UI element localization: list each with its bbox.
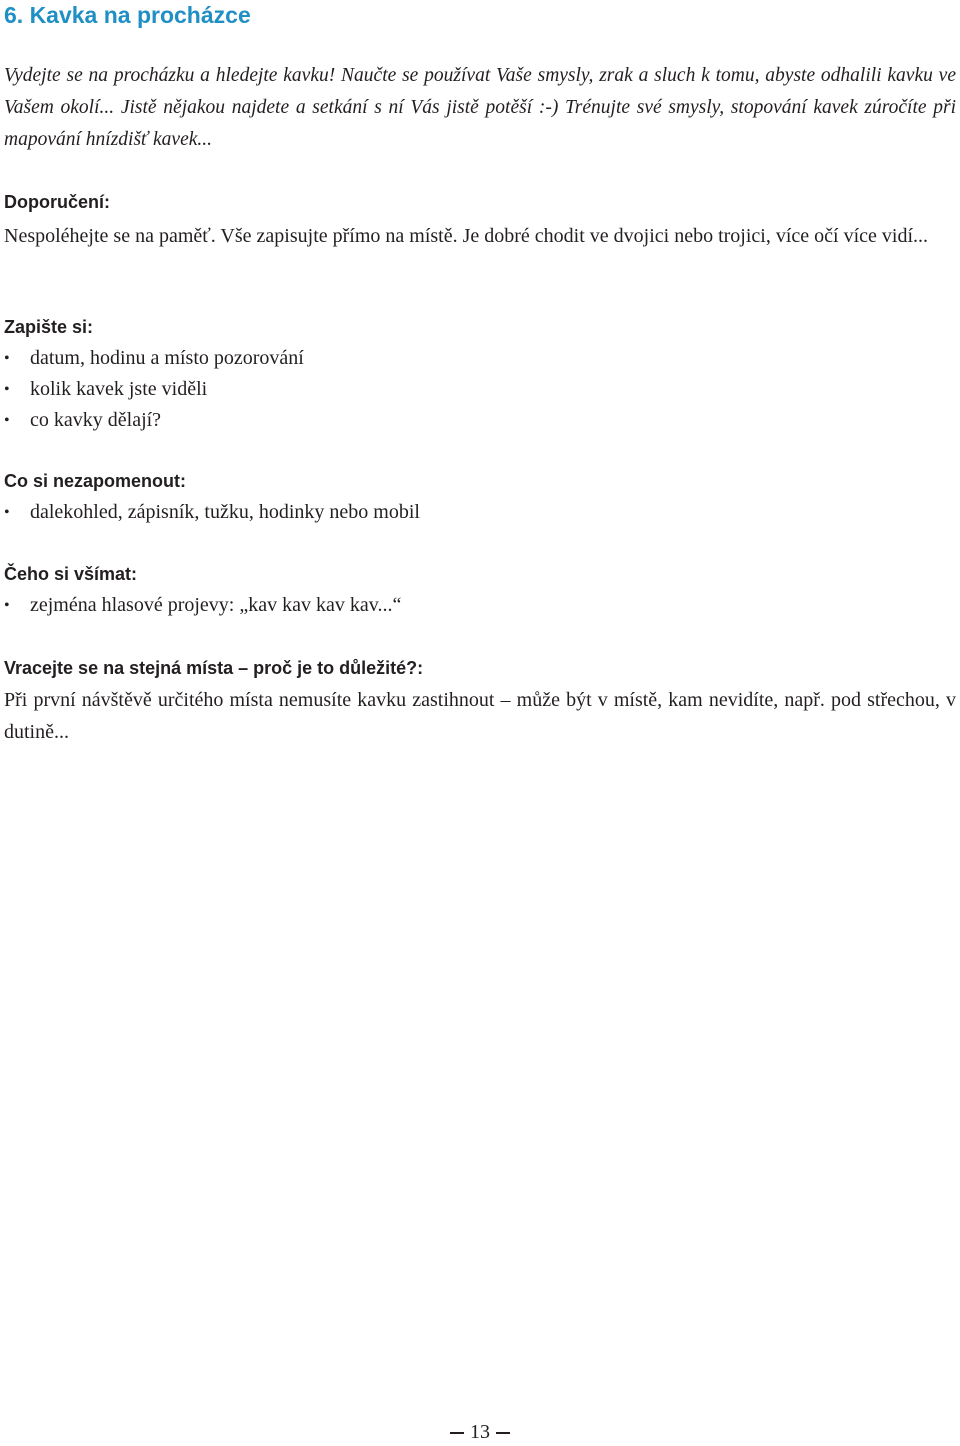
intro-paragraph: Vydejte se na procházku a hledejte kavku! Naučte se používat Vaše smysly, zrak a sluch k tomu, abyste odhalili kavku ve Vašem okolí... Jistě nějakou najdete a setkání s ní Vás jistě potěší :-) Trénujte své smysly, stopování kavek zúročíte při mapování hnízdišť kavek... xyxy=(4,65,956,150)
list-item: • kolik kavek jste viděli xyxy=(4,374,956,405)
write-down-section xyxy=(4,311,956,436)
list-item: • dalekohled, zápisník, tužku, hodinky nebo mobil xyxy=(4,497,956,528)
dont-forget-heading: Co si nezapomenout: xyxy=(4,471,187,491)
recommendation-heading: Doporučení: xyxy=(4,192,110,212)
dont-forget-section xyxy=(4,465,956,528)
dash-left xyxy=(450,1432,464,1434)
return-heading: Vracejte se na stejná místa – proč je to důležité?: xyxy=(4,658,424,678)
dash-right xyxy=(496,1432,510,1434)
list-item: • zejména hlasové projevy: „kav kav kav kav...“ xyxy=(4,590,956,621)
page-number xyxy=(0,1418,960,1446)
page-title: 6. Kavka na procházce xyxy=(4,2,251,28)
bullet-icon: • xyxy=(4,504,10,521)
recommendation-text: Nespoléhejte se na paměť. Vše zapisujte přímo na místě. Je dobré chodit ve dvojici nebo trojici, více očí více vidí... xyxy=(4,225,929,247)
bullet-icon: • xyxy=(4,412,10,429)
bullet-icon: • xyxy=(4,597,10,614)
dont-forget-list xyxy=(4,497,956,528)
recommendation-section xyxy=(4,186,956,252)
list-item: • datum, hodinu a místo pozorování xyxy=(4,343,956,374)
write-down-list xyxy=(4,343,956,436)
notice-heading: Čeho si všímat: xyxy=(4,564,138,584)
notice-section xyxy=(4,558,956,621)
bullet-icon: • xyxy=(4,350,10,367)
write-down-heading: Zapište si: xyxy=(4,317,94,337)
list-item: • co kavky dělají? xyxy=(4,405,956,436)
page-number-value: 13 xyxy=(470,1421,490,1443)
bullet-icon: • xyxy=(4,381,10,398)
return-section xyxy=(4,652,956,748)
return-text: Při první návštěvě určitého místa nemusíte kavku zastihnout – může být v místě, kam nevidíte, např. pod střechou, v dutině... xyxy=(4,689,956,743)
notice-list xyxy=(4,590,956,621)
